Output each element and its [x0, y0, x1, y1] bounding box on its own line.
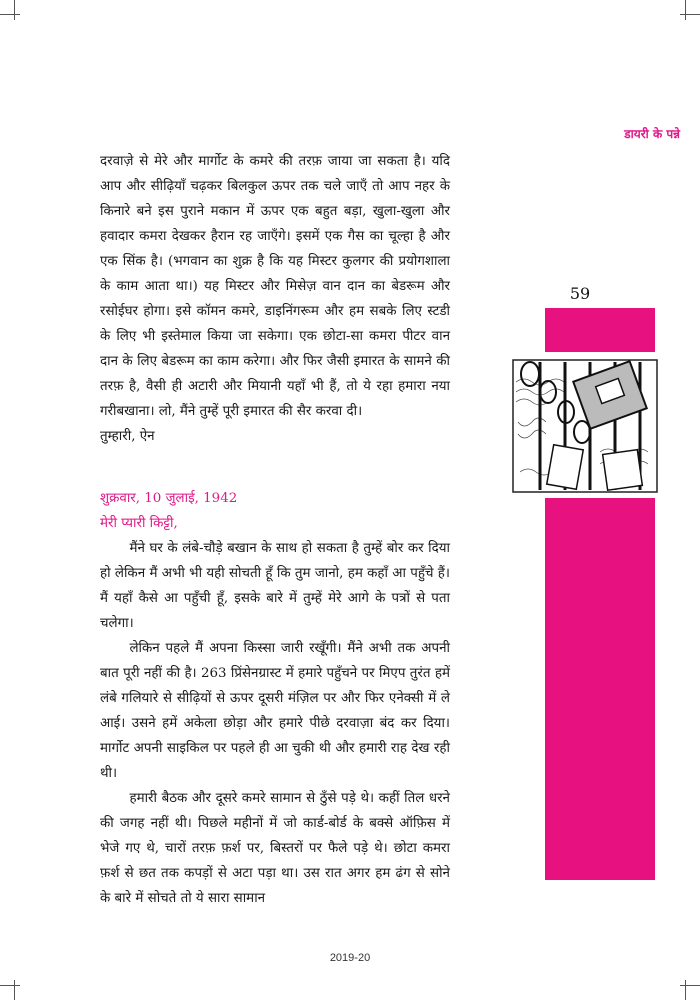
body-paragraph: दरवाज़े से मेरे और मार्गोट के कमरे की तरफ़ जाया जा सकता है। यदि आप और सीढ़ियाँ चढ़कर बिलकुल ऊपर तक चले जाएँ तो आप नहर के किनारे बने इस पुराने मकान में ऊपर एक बहुत बड़ा, खुला-खुला और हवादार कमरा देखकर हैरान रह जाएँगे। इसमें एक गैस का चूल्हा है और एक सिंक है। (भगवान का शुक्र है कि यह मिस्टर कुलगर की प्रयोगशाला के काम आता था।) यह मिस्टर और मिसेज़ वान दान का बेडरूम और रसोईघर होगा। इसे कॉमन कमरे, डाइनिंगरूम और हम सबके लिए स्टडी के लिए भी इस्तेमाल किया जा सकेगा। एक छोटा-सा कमरा पीटर वान दान के लिए बेडरूम का काम करेगा। और फिर जैसी इमारत के सामने की तरफ़ है, वैसी ही अटारी और मियानी यहाँ भी हैं, तो ये रहा हमारा नया गरीबखाना। लो, मैंने तुम्हें पूरी इमारत की सैर करवा दी।	[100, 154, 450, 419]
sketch-illustration	[510, 352, 660, 498]
crop-mark	[14, 980, 15, 1000]
crop-mark	[0, 985, 20, 986]
crop-mark	[680, 985, 700, 986]
body-paragraph: हमारी बैठक और दूसरे कमरे सामान से ठुँसे पड़े थे। कहीं तिल धरने की जगह नहीं थी। पिछले महीनों में जो कार्ड-बोर्ड के बक्से ऑफ़िस में भेजे गए थे, चारों तरफ़ फ़र्श पर, बिस्तरों पर फैले पड़े थे। छोटा कमरा फ़र्श से छत तक कपड़ों से अटा पड़ा था। उस रात अगर हम ढंग से सोने के बारे में सोचते तो ये सारा सामान	[100, 791, 450, 906]
running-head: डायरी के पन्ने	[624, 127, 680, 141]
crop-mark	[680, 14, 700, 15]
body-paragraph: लेकिन पहले मैं अपना किस्सा जारी रखूँगी। मैंने अभी तक अपनी बात पूरी नहीं की है। 263 प्रिंसेनग्रास्ट में हमारे पहुँचने पर मिएप तुरंत हमें लंबे गलियारे से सीढ़ियों से ऊपर दूसरी मंज़िल पर और फिर एनेक्सी में ले आई। उसने हमें अकेला छोड़ा और हमारे पीछे दरवाज़ा बंद कर दिया। मार्गोट अपनी साइकिल पर पहले ही आ चुकी थी और हमारी राह देख रही थी।	[100, 641, 450, 781]
footer-year: 2019-20	[329, 952, 371, 964]
top-text-block	[100, 149, 450, 449]
crop-mark	[14, 0, 15, 20]
body-paragraph: मैंने घर के लंबे-चौड़े बखान के साथ हो सकता है तुम्हें बोर कर दिया हो लेकिन मैं अभी भी यही सोचती हूँ कि तुम जानो, हम कहाँ आ पहुँचे हैं। मैं यहाँ कैसे आ पहुँची हूँ, इसके बारे में तुम्हें मेरे आगे के पत्रों से पता चलेगा।	[100, 541, 450, 631]
entry-salutation: मेरी प्यारी किट्टी,	[100, 516, 178, 531]
crop-mark	[685, 980, 686, 1000]
crop-mark	[685, 0, 686, 20]
entry-date: शुक्रवार, 10 जुलाई, 1942	[100, 491, 238, 506]
page-number: 59	[569, 284, 591, 303]
diary-entry	[100, 486, 450, 911]
signature: तुम्हारी, ऐन	[100, 429, 155, 444]
crop-mark	[0, 14, 20, 15]
